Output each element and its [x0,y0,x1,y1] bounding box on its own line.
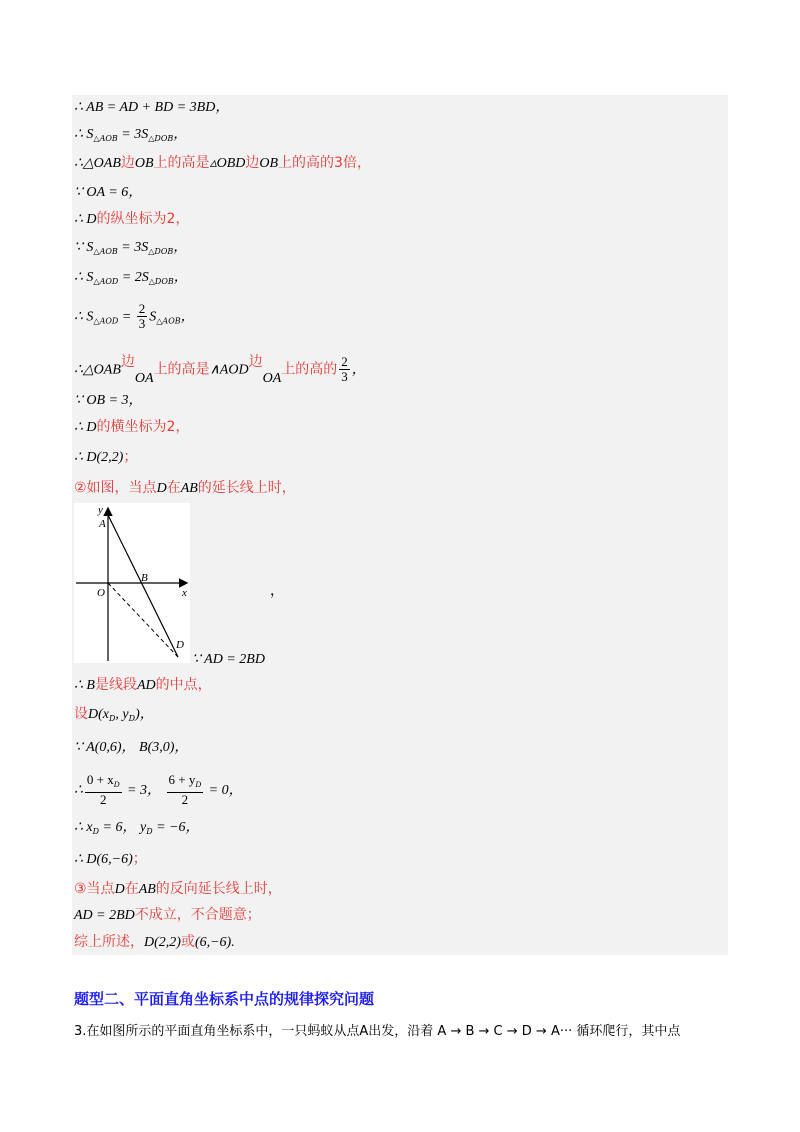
l9-b: 边 [120,353,135,370]
l15-a: ∴ B [74,678,95,693]
line-7 [74,268,188,291]
y-label: y [98,504,103,516]
l3-d: 上的高是 [153,155,210,171]
l8-d: ， [180,309,195,325]
l9-c: OA [134,370,154,386]
point-a-label: A [99,518,106,530]
l23-a: 综上所述， [74,934,144,950]
l16-sub1: D [109,714,116,723]
l8-c: S [149,309,157,325]
l3-f: 边 [245,155,260,171]
section-title: 题型二、平面直角坐标系中点的规律探究问题 [74,990,375,1008]
l3-e: ▵OBD [209,156,246,171]
l19-a: ∴ x [74,820,93,835]
frac-num: 2 [138,301,146,316]
l23-c: 或 [180,934,195,950]
l11-a: ∴ D [74,420,97,435]
l16-b: D(x [88,707,109,722]
l20-b: ； [132,851,147,867]
l5-a: ∴ D [74,212,97,227]
x-label: x [182,587,187,599]
l13-b: D [156,481,167,496]
l5-b: 的纵坐标为2， [96,211,190,227]
fraction-x-mid [85,773,122,807]
line-22 [74,906,261,925]
line-6 [74,238,187,261]
line-1 [74,98,229,117]
dashed-o-d [108,583,178,657]
fraction-y-mid [167,773,204,807]
l8-sub1: △AOD [93,316,119,326]
l23-b: D(2,2) [144,935,181,950]
l8-a: ∴ S [74,309,94,325]
l20-a: ∴ D(6,−6) [74,852,133,867]
fraction-two-thirds [137,302,148,331]
l19-sub1: D [92,827,100,836]
l7-sub1: △AOD [93,277,119,286]
line-10 [74,391,143,410]
l13-a: ②如图，当点 [74,480,157,496]
l7-sub2: △DOB [148,277,174,286]
eq-1: ∴ AB = AD + BD = 3BD， [74,100,230,115]
l7-c: ， [173,270,188,285]
l23-e: . [231,935,235,950]
eq-17: ∵ A(0,6)， B(3,0)， [74,740,189,755]
stray-comma: ， [270,583,284,599]
l9-i: ， [351,362,366,378]
eq-2-sub2: △DOB [148,134,174,143]
frac4-sub: D [195,780,202,789]
l9-f: 边 [248,353,263,370]
l3-a: ∴△OAB [74,156,121,171]
fraction-two-thirds-2 [339,355,350,384]
l22-a: AD = 2BD [74,908,135,923]
line-13 [74,479,296,498]
eq-14: ∵ AD = 2BD [192,652,265,667]
line-17 [74,738,188,757]
l18-c: = 0， [205,783,243,798]
l6-sub2: △DOB [148,247,174,256]
frac4-den: 2 [181,792,189,807]
l19-sub2: D [146,827,153,836]
line-5 [74,210,189,229]
eq-2-a: ∴ S [74,127,94,142]
l3-g: OB [259,156,279,171]
line-21 [74,880,282,899]
l8-sub2: △AOB [156,316,181,326]
l16-a: 设 [74,706,88,722]
l6-b: = 3S [117,240,149,255]
line-a-d [108,515,178,657]
l12-b: ； [123,449,138,465]
origin-label: O [97,587,105,599]
l16-c: , y [115,707,129,722]
line-18 [74,773,243,807]
l8-b: = [118,309,135,325]
frac4-num: 6 + y [168,772,196,787]
l16-sub2: D [128,714,136,723]
l6-a: ∵ S [74,240,94,255]
l12-a: ∴ D(2,2) [74,450,124,465]
point-d-label: D [176,639,184,651]
l9-d: 上的高是 [153,361,210,378]
graph-svg [74,503,190,663]
eq-2-sub1: △AOB [93,134,118,143]
l9-a: ∴△OAB [74,362,121,378]
coordinate-graph [74,503,190,663]
l21-b: D [114,882,125,897]
eq-4: ∵ OA = 6， [74,185,143,200]
frac2-den: 3 [341,369,348,384]
l6-sub1: △AOB [93,247,118,256]
l7-a: ∴ S [74,270,94,285]
l18-a: ∴ [74,783,83,798]
l9-g: OA [262,370,282,386]
l13-e: 的延长线上时， [197,480,296,496]
line-3 [74,154,371,173]
line-14 [192,650,265,669]
line-11 [74,418,189,437]
frac3-sub: D [113,780,120,789]
l9-e: ∧AOD [209,362,249,378]
l6-c: ， [173,240,188,255]
l13-d: AB [180,481,198,496]
frac-den: 3 [138,316,146,331]
l15-b: 是线段 [94,677,137,693]
l3-c: OB [134,156,154,171]
line-16 [74,705,154,728]
l9-h: 上的高的 [281,361,338,378]
l21-e: 的反向延长线上时， [155,881,282,897]
l18-b: = 3， [123,783,165,798]
line-8 [74,302,195,331]
point-b-label: B [141,572,148,584]
l21-d: AB [138,882,156,897]
l7-b: = 2S [118,270,149,285]
l15-d: 的中点， [155,677,212,693]
eq-2-c: ， [173,127,188,142]
frac3-den: 2 [99,792,107,807]
l13-c: 在 [166,480,181,496]
l23-d: (6,−6) [194,935,232,950]
line-19 [74,818,200,841]
line-23 [74,933,235,952]
eq-10: ∵ OB = 3， [74,393,143,408]
line-15 [74,676,212,695]
l22-b: 不成立，不合题意； [134,907,261,923]
l21-c: 在 [124,881,139,897]
l19-b: = 6， y [99,820,147,835]
l3-b: 边 [120,155,135,171]
line-4 [74,183,142,202]
line-9 [74,355,366,384]
line-12 [74,448,137,467]
l21-a: ③当点 [74,881,115,897]
line-2 [74,125,187,148]
line-20 [74,850,147,869]
l19-c: = −6， [152,820,200,835]
l15-c: AD [136,678,156,693]
l16-d: )， [135,707,154,722]
l3-h: 上的高的3倍， [278,155,371,171]
frac3-num: 0 + x [86,772,114,787]
eq-2-b: = 3S [117,127,149,142]
question-text: 3.在如图所示的平面直角坐标系中，一只蚂蚁从点A出发，沿着 A → B → C → D → A··· 循环爬行，其中点 [74,1024,681,1039]
frac2-num: 2 [341,354,348,369]
l11-b: 的横坐标为2， [96,419,190,435]
